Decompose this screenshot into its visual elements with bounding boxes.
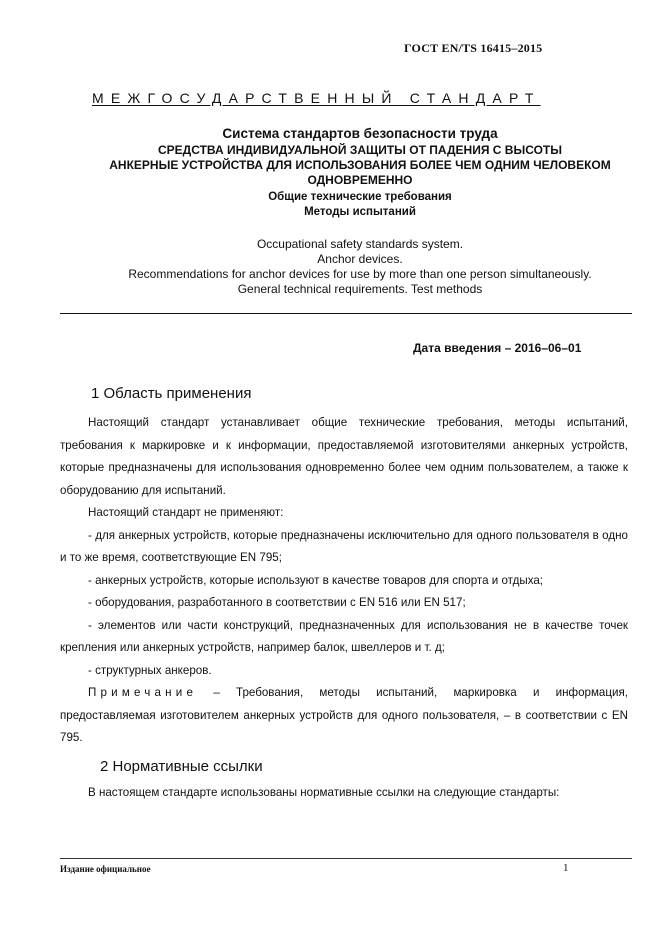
english-title-line-4: General technical requirements. Test methods bbox=[237, 282, 483, 296]
title-line-3: ОДНОВРЕМЕННО bbox=[307, 173, 413, 187]
english-title-line-2: Anchor devices. bbox=[317, 252, 403, 266]
exclusion-item: - структурных анкеров. bbox=[88, 663, 212, 677]
english-title-line-3: Recommendations for anchor devices for use by more than one person simultaneously. bbox=[128, 267, 592, 281]
scope-paragraph: Настоящий стандарт устанавливает общие технические требования, методы испытаний, требования к маркировке и к информации, предоставляемой изготовителями анкерных устройств, которые предназначены для использования одновременно более чем одним пользователем, а также к оборудованию для испытаний. bbox=[60, 416, 628, 497]
section-2-heading: 2 Нормативные ссылки bbox=[100, 758, 263, 775]
exclusion-item: - для анкерных устройств, которые предназначены исключительно для одного пользователя в одно и то же время, соответствующие EN 795; bbox=[60, 528, 628, 564]
footer-divider bbox=[60, 858, 632, 859]
standard-code: ГОСТ EN/TS 16415–2015 bbox=[404, 41, 543, 55]
note-paragraph bbox=[60, 682, 628, 750]
exclusion-item: - оборудования, разработанного в соответствии с EN 516 или EN 517; bbox=[88, 596, 466, 609]
subtitle-test-methods: Методы испытаний bbox=[304, 206, 416, 218]
subtitle-requirements: Общие технические требования bbox=[268, 191, 452, 203]
not-applied-intro: Настоящий стандарт не применяют: bbox=[88, 506, 284, 519]
exclusion-item: - анкерных устройств, которые используют в качестве товаров для спорта и отдыха; bbox=[88, 573, 544, 587]
system-title: Система стандартов безопасности труда bbox=[222, 126, 498, 141]
introduction-date: Дата введения – 2016–06–01 bbox=[413, 341, 582, 355]
official-edition-label: Издание официальное bbox=[60, 864, 151, 874]
section-2-body bbox=[60, 782, 628, 805]
normative-references-paragraph: В настоящем стандарте использованы нормативные ссылки на следующие стандарты: bbox=[88, 786, 560, 799]
note-label: Примечание bbox=[88, 686, 198, 699]
english-title-line-1: Occupational safety standards system. bbox=[256, 237, 464, 251]
section-1-body bbox=[60, 412, 628, 750]
page-number: 1 bbox=[563, 862, 569, 874]
exclusion-item: - элементов или части конструкций, предназначенных для использования не в качестве точек крепления или анкерных устройств, например балок, швеллеров и т. д; bbox=[60, 618, 628, 654]
title-line-1: СРЕДСТВА ИНДИВИДУАЛЬНОЙ ЗАЩИТЫ ОТ ПАДЕНИЯ С ВЫСОТЫ bbox=[158, 143, 562, 157]
header-divider bbox=[60, 313, 632, 314]
section-1-heading: 1 Область применения bbox=[91, 385, 252, 402]
interstate-standard-banner: МЕЖГОСУДАРСТВЕННЫЙ СТАНДАРТ bbox=[92, 90, 541, 106]
title-line-2: АНКЕРНЫЕ УСТРОЙСТВА ДЛЯ ИСПОЛЬЗОВАНИЯ БОЛЕЕ ЧЕМ ОДНИМ ЧЕЛОВЕКОМ bbox=[109, 158, 611, 172]
note-text: – Требования, методы испытаний, маркировка и информация, предоставляемая изготовителем анкерных устройств для одного пользователя, – в соответствии с EN 795. bbox=[60, 686, 628, 744]
